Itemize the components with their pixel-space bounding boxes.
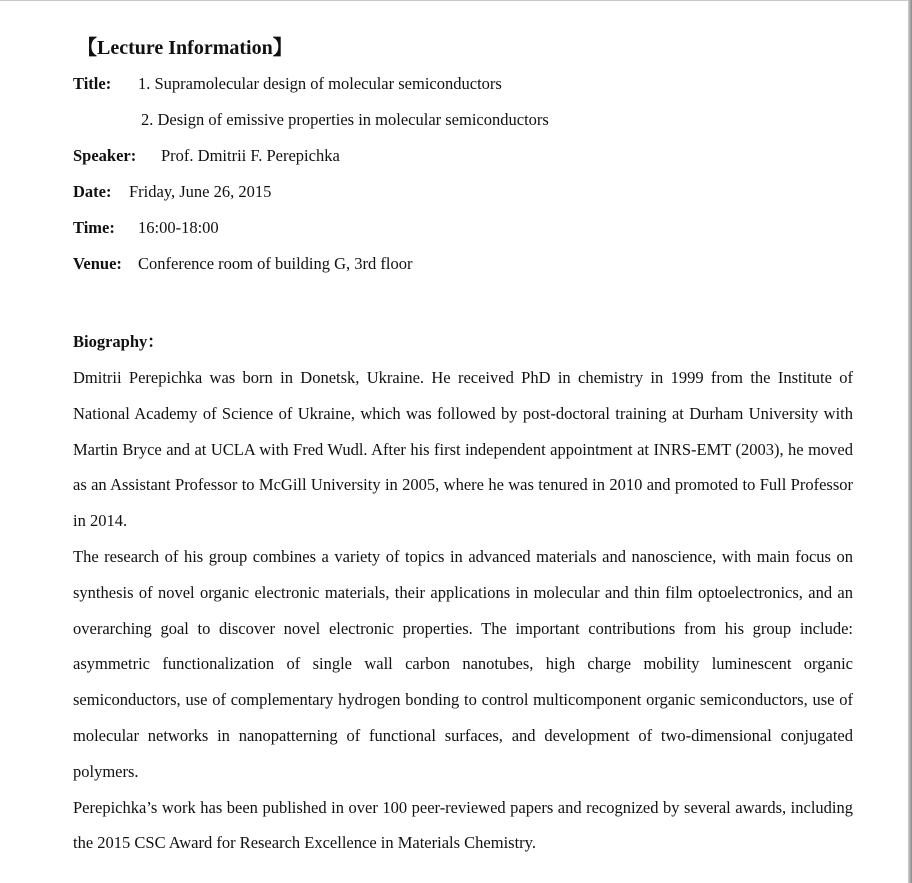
bio-paragraph: Perepichka’s work has been published in over 100 peer-reviewed papers and recognized by several awards, including the 2015 CSC Award for Research Excellence in Materials Chemistry. <box>73 797 853 853</box>
bio-paragraph: The research of his group combines a variety of topics in advanced materials and nanoscience, with main focus on synthesis of novel organic electronic materials, their applications in molecular and thin film optoelectronics, and an overarching goal to discover novel electronic properties. The important contributions from his group include: asymmetric functionalization of single wall carbon nanotubes, high charge mobility luminescent organic semiconductors, use of complementary hydrogen bonding to control multicomponent organic semiconductors, use of molecular networks in nanopatterning of functional surfaces, and development of two-dimensional conjugated polymers. <box>73 546 853 781</box>
time-row <box>73 210 853 246</box>
time-label: Time: <box>73 218 115 237</box>
title-row-2 <box>73 102 853 138</box>
speaker-label: Speaker: <box>73 146 137 165</box>
lecture-info-heading: 【Lecture Information】 <box>77 37 293 59</box>
spacer <box>73 282 853 324</box>
date-row <box>73 174 853 210</box>
title-label: Title: <box>73 74 112 93</box>
title-row <box>73 66 853 102</box>
speaker-value: Prof. Dmitrii F. Perepichka <box>161 146 340 165</box>
top-border <box>0 0 912 1</box>
bio-paragraph: Dmitrii Perepichka was born in Donetsk, Ukraine. He received PhD in chemistry in 1999 from the Institute of National Academy of Science of Ukraine, which was followed by post-doctoral training at Durham University with Martin Bryce and at UCLA with Fred Wudl. After his first independent appointment at INRS-EMT (2003), he moved as an Assistant Professor to McGill University in 2005, where he was tenured in 2010 and promoted to Full Professor in 2014. <box>73 368 853 531</box>
venue-label: Venue: <box>73 254 122 273</box>
document-page <box>73 30 853 861</box>
venue-value: Conference room of building G, 3rd floor <box>138 254 413 273</box>
venue-row <box>73 246 853 282</box>
title-2: 2. Design of emissive properties in molecular semiconductors <box>141 110 549 129</box>
date-value: Friday, June 26, 2015 <box>129 182 272 201</box>
biography-heading: Biography： <box>73 332 164 351</box>
title-1: 1. Supramolecular design of molecular semiconductors <box>138 74 502 93</box>
page-edge-shadow <box>908 0 912 883</box>
speaker-row <box>73 138 853 174</box>
date-label: Date: <box>73 182 112 201</box>
time-value: 16:00-18:00 <box>138 218 219 237</box>
